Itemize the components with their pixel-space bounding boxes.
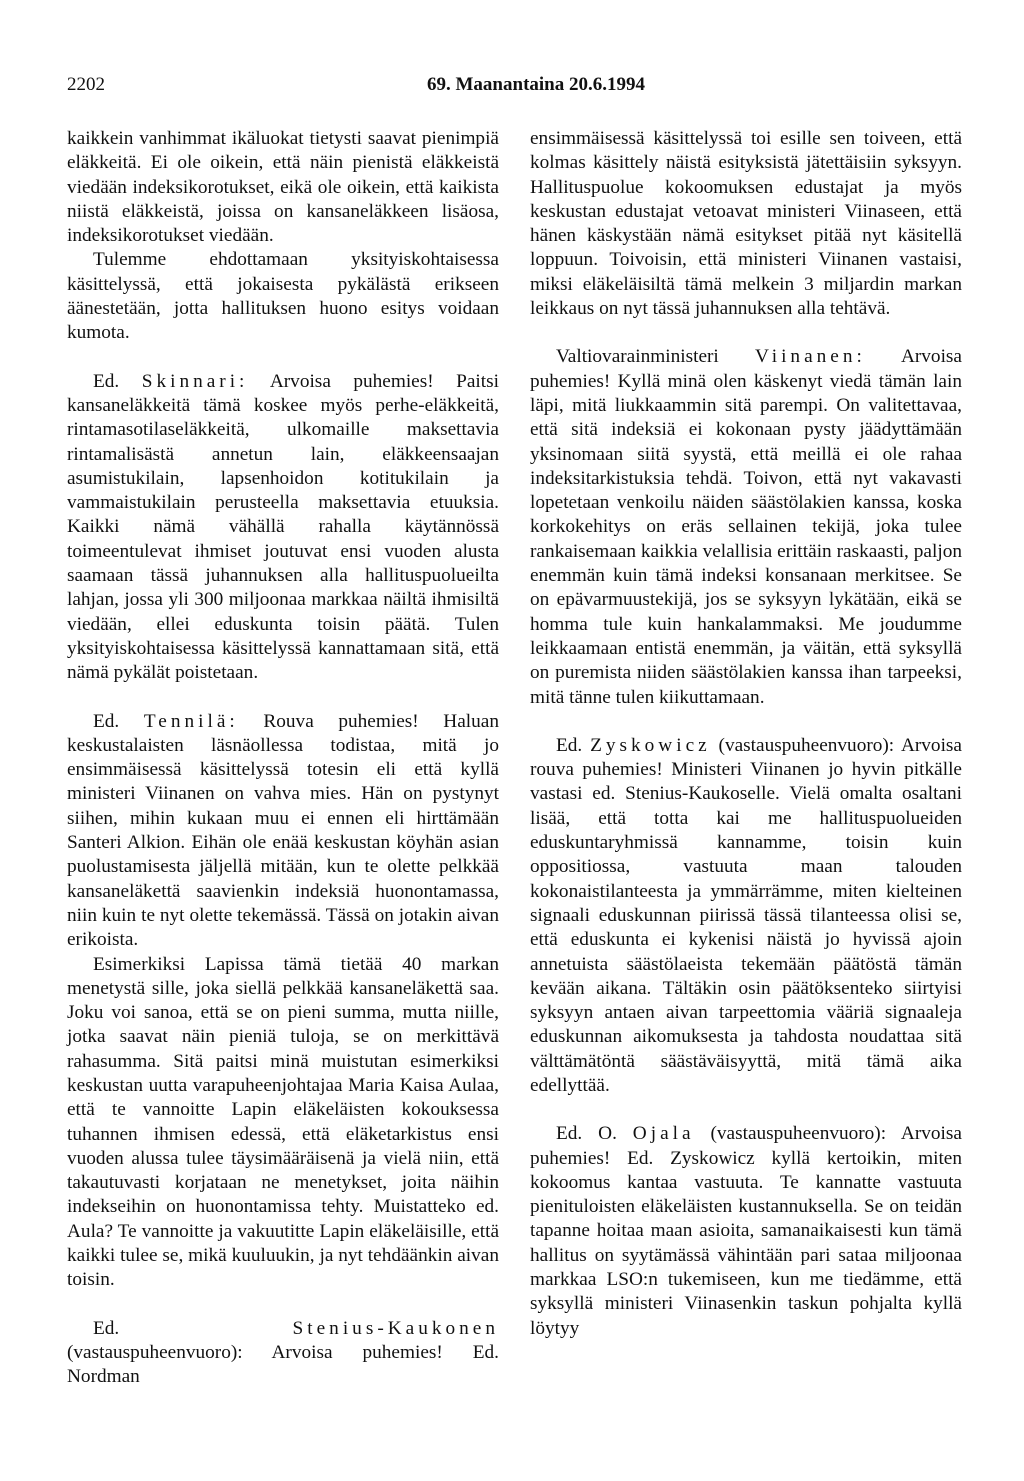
- speech-text: (vastauspuheenvuoro): Arvoisa rouva puhemies! Ministeri Viinanen jo hyvin pitkälle vastasi ed. Stenius-Kaukoselle. Vielä omalta osaltani lisää, että totta kai me hallituspuolueiden eduskuntaryhmissä kannamme, toisin kuin oppositiossa, vastuuta maan talouden kokonaistilanteesta ja ymmärrämme, miten kielteinen signaali eduskunnan piirissä tässä tilanteessa olisi se, että eduskunta ei kykenisi näistä jo hyvissä ajoin annetuista säästölaeista tekemään päätöstä tämän kevään aikana. Tältäkin osin päätöksenteko siirtyisi syksyyn antaen aivan tarpeettomia vääriä signaaleja eduskunnan aikomuksesta ja tahdosta noudattaa sitä välttämätöntä säästäväisyyttä, mitä tämä aika edellyttää.: [530, 734, 962, 1096]
- speaker-prefix: Ed. O.: [556, 1123, 617, 1145]
- speech-text: Arvoisa puhemies! Paitsi kansaneläkkeitä tämä koskee myös perhe-eläkkeitä, rintamasotilaseläkkeitä, ulkomaille maksettavia rintamalisästä annetun lain, eläkkeensaajan asumistukilain, lapsenhoidon kotitukilain ja vammaistukilain perusteella maksettavia etuuksia. Kaikki nämä vähällä rahalla käytännössä toimeentulevat ihmiset joutuvat ensi vuoden alusta saamaan tässä juhannuksen alla hallituspuolueilta lahjan, jossa yli 300 miljoonaa markkaa näiltä ihmisiltä viedään, ellei eduskunta toisin päätä. Tulen yksityiskohtaisessa käsittelyssä kannattamaan sitä, että nämä pykälät poistetaan.: [67, 370, 499, 684]
- speaker-prefix: Valtiovarainministeri: [556, 346, 719, 368]
- speech-ojala: [530, 1122, 962, 1341]
- speaker-prefix: Ed.: [93, 710, 120, 732]
- paragraph: Tulemme ehdottamaan yksityiskohtaisessa käsittelyssä, että jokaisesta pykälästä erikseen äänestetään, jotta hallituksen huono esitys voidaan kumota.: [67, 249, 499, 344]
- speaker-name: Zyskowicz: [590, 734, 711, 756]
- speaker-name: Tennilä:: [143, 710, 239, 732]
- speech-text: Arvoisa puhemies! Kyllä minä olen käskenyt viedä tämän lain läpi, mitä liukkaammin sitä parempi. On valitettavaa, että sitä indeksiä ei kokonaan pysty jäädyttämään yksinomaan siitä syystä, että meillä ei ole rahaa indeksitarkistuksia tehdä. Toivon, että nyt vakavasti lopetetaan venkoilu näiden säästölakien kanssa, koska korkokehitys on eräs sellainen tekijä, joka tulee rankaisemaan kaikkia velallisia erittäin raskaasti, paljon enemmän kuin tämä indeksi konsanaan merkitsee. Se on epävarmuustekijä, jos se syksyyn lykätään, eikä se homma tule kuin hankalammaksi. Me joudumme leikkaamaan entistä enemmän, ja väitän, että syksyllä on puremista niiden säästölakien kanssa ihan tarpeeksi, mitä tänne tulen kiikuttamaan.: [530, 346, 962, 708]
- speaker-name: Stenius-Kaukonen: [292, 1317, 499, 1339]
- right-column: [530, 127, 962, 1341]
- speaker-name: Skinnari:: [141, 370, 249, 392]
- speech-skinnari: [67, 370, 499, 686]
- speech-text: (vastauspuheenvuoro): Arvoisa puhemies! Ed. Nordman: [67, 1341, 499, 1388]
- speech-tennila: [67, 710, 499, 953]
- paragraph: kaikkein vanhimmat ikäluokat tietysti saavat pienimpiä eläkkeitä. Ei ole oikein, että näin pienistä eläkkeistä viedään indeksikorotukset, eikä ole oikein, että kaikista niistä eläkkeistä, joissa on kansaneläkkeen lisäosa, indeksikorotukset viedään.: [67, 128, 499, 247]
- page-header: [67, 74, 967, 100]
- speaker-prefix: Ed.: [93, 1317, 120, 1339]
- speech-stenius-kaukonen: [67, 1317, 499, 1390]
- speaker-prefix: Ed.: [93, 370, 120, 392]
- session-date: 69. Maanantaina 20.6.1994: [427, 74, 645, 95]
- paragraph: ensimmäisessä käsittelyssä toi esille sen toiveen, että kolmas käsittely näistä esityksistä jätettäisiin syksyyn. Hallituspuolue kokoomuksen edustajat ja myös keskustan edustajat vetoavat ministeri Viinaseen, että hänen käskystään nämä esitykset pitää nyt käsitellä loppuun. Toivoisin, että ministeri Viinanen vastaisi, miksi eläkeläisiltä tämä melkein 3 miljardin markan leikkaus on nyt tässä juhannuksen alla tehtävä.: [530, 128, 962, 320]
- speech-viinanen: [530, 345, 962, 709]
- speech-text: (vastauspuheenvuoro): Arvoisa puhemies! Ed. Zyskowicz kyllä kertoikin, miten kokoomus kantaa vastuuta. Te kannatte vastuuta pienituloisten eläkeläisten kustannuksella. Se on teidän tapanne hoitaa maan asioita, samanaikaisesti kun tämä hallitus on syytämässä vähintään pari sataa miljoonaa markkaa LSO:n tukemiseen, kun me tiedämme, että syksyllä ministeri Viinasenkin taskun pohjalta kyllä löytyy: [530, 1123, 962, 1339]
- page-number: 2202: [67, 74, 105, 95]
- speech-zyskowicz: [530, 734, 962, 1098]
- speaker-name: Ojala: [632, 1123, 695, 1145]
- speaker-prefix: Ed.: [556, 734, 583, 756]
- paragraph: Esimerkiksi Lapissa tämä tietää 40 markan menetystä sille, joka siellä pelkkää kansaneläkettä saa. Joku voi sanoa, että se on pieni summa, mutta niille, jotka saavat näin pieniä tuloja, se on merkittävä rahasumma. Sitä paitsi minä muistutan esimerkiksi keskustan uutta varapuheenjohtajaa Maria Kaisa Aulaa, että te vannoitte Lapin eläkeläisten kokouksessa tuhannen ihmisen edessä, että eläketarkistus ensi vuoden alussa tulee täysimääräisenä ja vielä niin, että takautuvasti korjataan ne menetykset, joita näihin indekseihin on huonontamissa tehty. Muistatteko ed. Aula? Te vannoitte ja vakuutitte Lapin eläkeläisille, että kaikki tulee se, mikä kuuluukin, ja nyt tehdäänkin aivan toisin.: [67, 953, 499, 1291]
- speech-text: Rouva puhemies! Haluan keskustalaisten läsnäollessa todistaa, mitä jo ensimmäisessä käsittelyssä totesin eli että kyllä ministeri Viinanen on vahva mies. Hän on pystynyt siihen, mihin kukaan muu ei ennen eli hirttämään Santeri Alkion. Eihän ole enää keskustan köyhän asian puolustamisesta jäljellä mitään, kun te olette pelkkää kansaneläkettä saavienkin indeksiä huonontamassa, niin kuin te nyt olette tekemässä. Tässä on jotakin aivan erikoista.: [67, 710, 499, 951]
- speaker-name: Viinanen:: [754, 346, 866, 368]
- left-column: [67, 127, 499, 1390]
